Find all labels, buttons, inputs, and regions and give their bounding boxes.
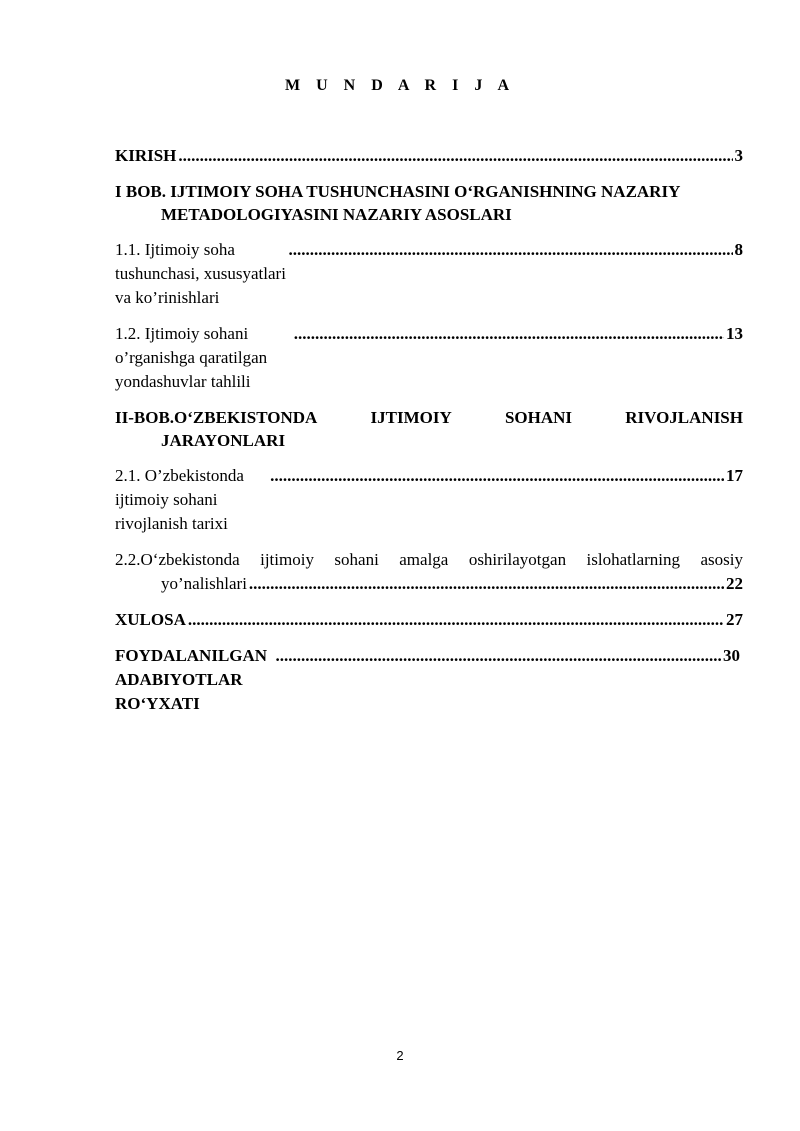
toc-leader-dots bbox=[249, 572, 724, 596]
toc-entry-1-2[interactable] bbox=[115, 322, 743, 394]
toc-chapter-1[interactable] bbox=[115, 180, 743, 226]
toc-entry-kirish[interactable] bbox=[115, 144, 743, 168]
toc-entry-2-1[interactable] bbox=[115, 464, 743, 536]
toc-chapter-2-line1 bbox=[115, 406, 743, 429]
toc-label: 2.1. O’zbekistonda ijtimoiy sohani rivojlanish tarixi bbox=[115, 466, 244, 533]
toc-leader-dots bbox=[178, 144, 732, 168]
toc-entry-1-1[interactable] bbox=[115, 238, 743, 310]
toc-chapter-1-line2: METADOLOGIYASINI NAZARIY ASOSLARI bbox=[161, 205, 512, 224]
toc-entry-xulosa[interactable] bbox=[115, 608, 743, 632]
page-number: 2 bbox=[396, 1048, 404, 1063]
toc-chapter-2-line2: JARAYONLARI bbox=[161, 431, 286, 450]
toc-page-number: 27 bbox=[726, 610, 743, 629]
toc-word: II-BOB.O‘ZBEKISTONDA bbox=[115, 408, 318, 427]
toc-label: 1.1. Ijtimoiy soha tushunchasi, xususyatlari va ko’rinishlari bbox=[115, 240, 286, 307]
toc-page-number: 30 bbox=[723, 646, 740, 665]
toc-chapter-2[interactable] bbox=[115, 406, 743, 452]
toc-entry-2-2[interactable] bbox=[115, 548, 743, 596]
toc-leader-dots bbox=[294, 322, 724, 346]
toc-leader-dots bbox=[275, 644, 721, 668]
toc-page-number: 8 bbox=[734, 240, 743, 259]
toc-chapter-1-line1: I BOB. IJTIMOIY SOHA TUSHUNCHASINI O‘RGANISHNING NAZARIY bbox=[115, 182, 681, 201]
toc-leader-dots bbox=[188, 608, 724, 632]
toc-label-line2-row bbox=[115, 572, 743, 596]
toc-label: 1.2. Ijtimoiy sohani o’rganishga qaratilgan yondashuvlar tahlili bbox=[115, 324, 268, 391]
table-of-contents bbox=[115, 144, 743, 727]
toc-page-number: 3 bbox=[734, 146, 743, 165]
toc-word: RIVOJLANISH bbox=[625, 408, 743, 427]
toc-page-number: 13 bbox=[726, 324, 743, 343]
toc-page-number: 17 bbox=[726, 466, 743, 485]
toc-label: FOYDALANILGAN ADABIYOTLAR RO‘YXATI bbox=[115, 646, 268, 713]
toc-leader-dots bbox=[270, 464, 724, 488]
toc-leader-dots bbox=[288, 238, 732, 262]
toc-label: XULOSA bbox=[115, 610, 186, 629]
toc-label: KIRISH bbox=[115, 146, 177, 165]
toc-word: IJTIMOIY bbox=[370, 408, 452, 427]
toc-label-line2: yo’nalishlari bbox=[161, 574, 247, 593]
page-title: M U N D A R I J A bbox=[284, 77, 515, 94]
toc-word: SOHANI bbox=[504, 408, 573, 427]
toc-page-number: 22 bbox=[726, 574, 743, 593]
toc-label-line1: 2.2.O‘zbekistonda ijtimoiy sohani amalga oshirilayotgan islohatlarning asosiy bbox=[115, 550, 743, 569]
toc-entry-adabiyotlar[interactable] bbox=[115, 644, 740, 716]
